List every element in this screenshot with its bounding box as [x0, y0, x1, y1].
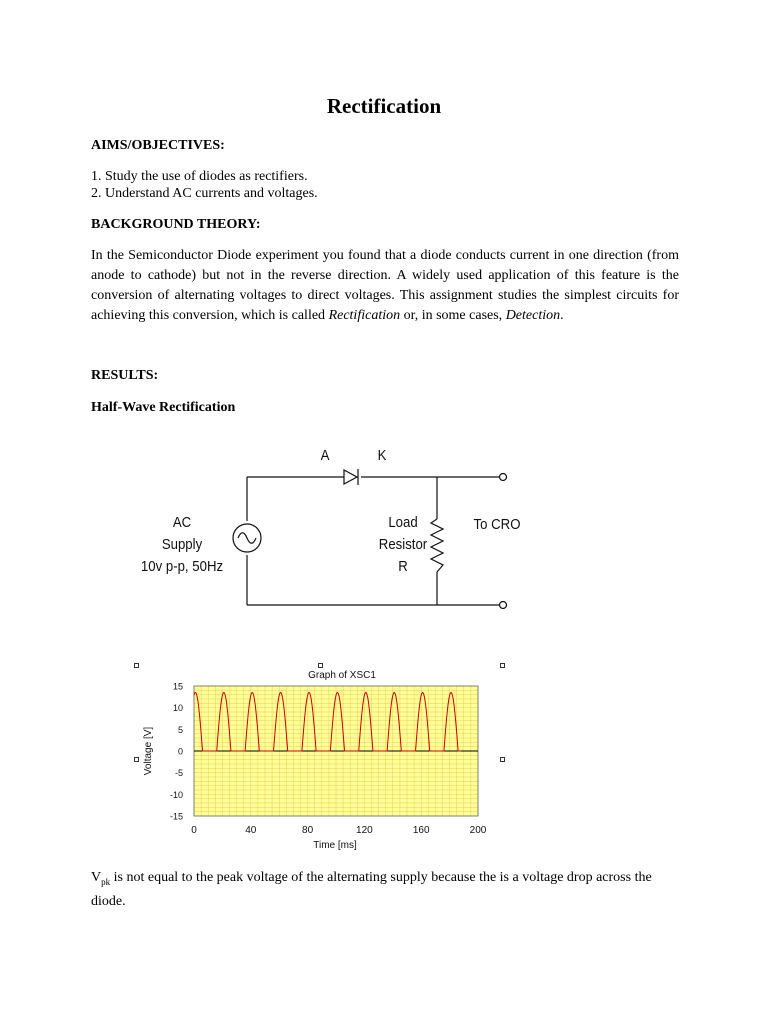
vpk-subscript: pk: [101, 876, 111, 887]
cathode-label: K: [377, 447, 387, 464]
y-tick-label: -5: [174, 768, 183, 779]
chart-title: Graph of XSC1: [308, 670, 376, 681]
x-tick-label: 200: [469, 825, 487, 836]
page-title: Rectification: [326, 94, 442, 118]
y-tick-label: 10: [172, 703, 183, 714]
load-label-line1: Load: [388, 514, 418, 531]
y-tick-label: 15: [172, 681, 183, 692]
vpk-text: is not equal to the peak voltage of the alternating supply because the is a voltage drop across the diode.: [91, 870, 652, 909]
background-heading: BACKGROUND THEORY:: [91, 217, 261, 232]
x-tick-label: 120: [356, 825, 373, 836]
x-tick-label: 80: [302, 825, 314, 836]
anode-label: A: [320, 447, 330, 464]
y-tick-label: 0: [177, 746, 183, 757]
chart-ylabel: Voltage [V]: [143, 726, 154, 776]
background-italic-rectification: Rectification: [328, 308, 401, 323]
y-tick-label: -15: [169, 811, 183, 822]
aim-item-1: 1. Study the use of diodes as rectifiers.: [91, 169, 308, 184]
output-label: To CRO: [473, 516, 521, 533]
results-heading: RESULTS:: [91, 368, 159, 383]
vpk-symbol: V: [91, 870, 102, 885]
x-tick-label: 0: [191, 825, 197, 836]
background-italic-detection: Detection: [505, 308, 561, 323]
load-label-line3: R: [398, 558, 408, 575]
halfwave-heading: Half-Wave Rectification: [91, 400, 236, 415]
y-tick-label: -10: [169, 789, 183, 800]
x-tick-label: 160: [412, 825, 430, 836]
background-text-1: In the Semiconductor Diode experiment you found that a diode conducts current in one direction (from anode to cathode) but not in the reverse direction. A widely used application of this feature is the conversion of alternating voltages to direct voltages. This assignment studies the simplest circuits for achieving this conversion, which is called: [91, 248, 679, 323]
vpk-paragraph: [91, 868, 681, 912]
aim-item-2: 2. Understand AC currents and voltages.: [91, 186, 318, 201]
x-tick-label: 40: [245, 825, 257, 836]
aims-heading: AIMS/OBJECTIVES:: [91, 138, 225, 153]
load-label-line2: Resistor: [378, 536, 428, 553]
ac-label-line1: AC: [172, 514, 192, 531]
chart-xlabel: Time [ms]: [313, 840, 357, 851]
background-text-2: or, in some cases,: [400, 308, 506, 323]
background-text-3: .: [560, 308, 564, 323]
y-tick-label: 5: [177, 724, 183, 735]
ac-label-line3: 10v p-p, 50Hz: [140, 558, 224, 575]
ac-label-line2: Supply: [161, 536, 203, 553]
